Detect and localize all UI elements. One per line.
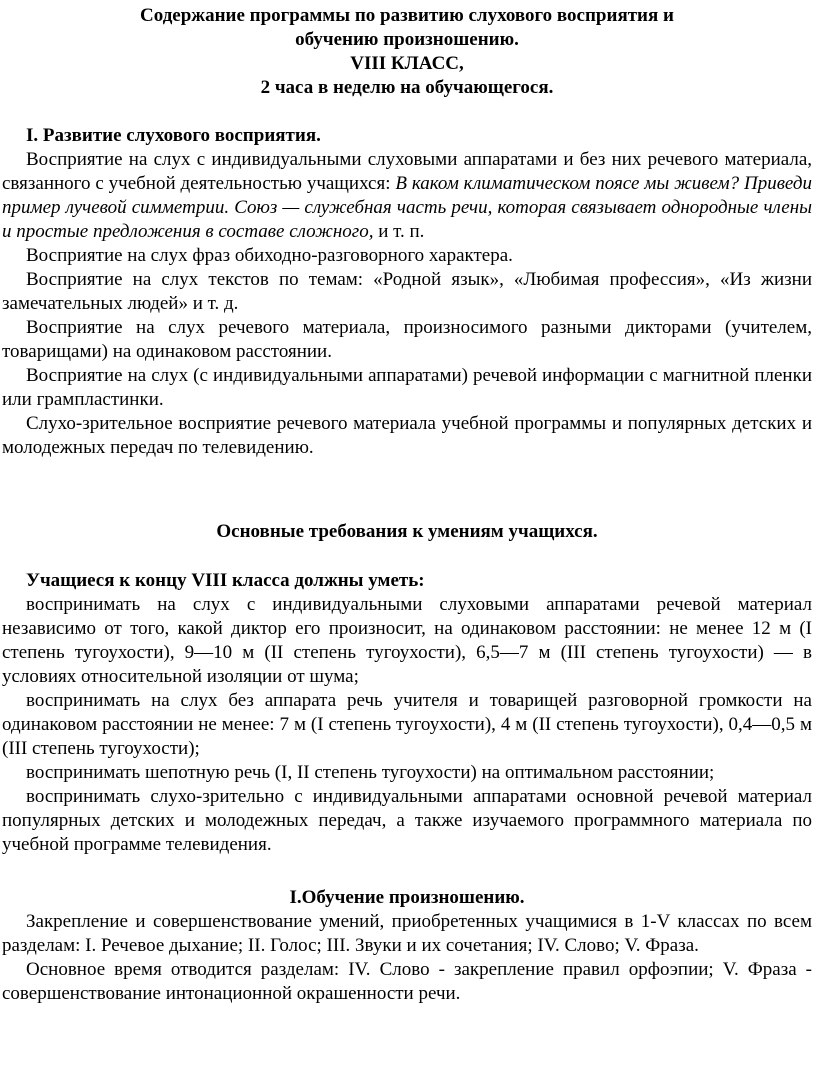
requirement-item-1: воспринимать на слух с индивидуальными слуховыми аппаратами речевой материал независимо от того, какой диктор его произносит, на одинаковом расстоянии: не менее 12 м (I степень тугоухости), 9—10 м (II степень тугоухости), 6,5—7 м (III степень тугоухости) — в условиях относительной изоляции от шума; — [2, 594, 812, 687]
paragraph-hearing-1 — [2, 148, 812, 244]
requirement-item-3: воспринимать шепотную речь (I, II степень тугоухости) на оптимальном расстоянии; — [26, 762, 715, 783]
title-line-3: VIII КЛАСС, — [350, 53, 464, 74]
requirements-subheading: Учащиеся к концу VIII класса должны уметь: — [26, 570, 425, 591]
paragraph-hearing-3: Восприятие на слух текстов по темам: «Родной язык», «Любимая профессия», «Из жизни замечательных людей» и т. д. — [2, 269, 812, 314]
paragraph-pronunciation-1: Закрепление и совершенствование умений, приобретенных учащимися в 1-V классах по всем разделам: I. Речевое дыхание; II. Голос; III. Звуки и их сочетания; IV. Слово; V. Фраза. — [2, 911, 812, 956]
requirement-item-2: воспринимать на слух без аппарата речь учителя и товарищей разговорной громкости на одинаковом расстоянии не менее: 7 м (I степень тугоухости), 4 м (II степень тугоухости), 0,4—0,5 м (III степень тугоухости); — [2, 690, 812, 759]
section-heading-hearing: I. Развитие слухового восприятия. — [26, 125, 321, 146]
title-line-2: обучению произношению. — [295, 29, 519, 50]
paragraph-pronunciation-2: Основное время отводится разделам: IV. Слово - закрепление правил орфоэпии; V. Фраза - совершенствование интонационной окрашенности речи. — [2, 959, 812, 1004]
paragraph-hearing-6: Слухо-зрительное восприятие речевого материала учебной программы и популярных детских и молодежных передач по телевидению. — [2, 413, 812, 458]
title-line-1: Содержание программы по развитию слухового восприятия и — [140, 5, 674, 26]
title-block — [2, 4, 812, 100]
paragraph-hearing-2: Восприятие на слух фраз обиходно-разговорного характера. — [26, 245, 513, 266]
section-hearing — [2, 124, 812, 460]
title-line-4: 2 часа в неделю на обучающегося. — [260, 77, 554, 98]
paragraph-hearing-5: Восприятие на слух (с индивидуальными аппаратами) речевой информации с магнитной пленки или грампластинки. — [2, 365, 812, 410]
paragraph-hearing-1-examples: В каком климатическом поясе мы живем? Приведи пример лучевой симметрии. Союз — служебная часть речи, которая связывает однородные члены и простые предложения в составе сложного, — [2, 173, 813, 242]
section-heading-pronunciation: I.Обучение произношению. — [289, 887, 525, 908]
requirements-list — [2, 569, 812, 857]
paragraph-hearing-1-start: Восприятие на слух с индивидуальными слуховыми аппаратами и без них речевого материала, связанного с учебной деятельностью учащихся: — [2, 149, 812, 194]
paragraph-hearing-1-end: и т. п. — [373, 221, 425, 242]
paragraph-hearing-4: Восприятие на слух речевого материала, произносимого разными дикторами (учителем, товарищами) на одинаковом расстоянии. — [2, 317, 812, 362]
requirements-heading: Основные требования к умениям учащихся. — [216, 521, 598, 542]
requirement-item-4: воспринимать слухо-зрительно с индивидуальными аппаратами основной речевой материал популярных детских и молодежных передач, а также изучаемого программного материала по учебной программе телевидения. — [2, 786, 812, 855]
section-pronunciation — [2, 886, 812, 1006]
requirements-heading-block — [2, 520, 812, 544]
